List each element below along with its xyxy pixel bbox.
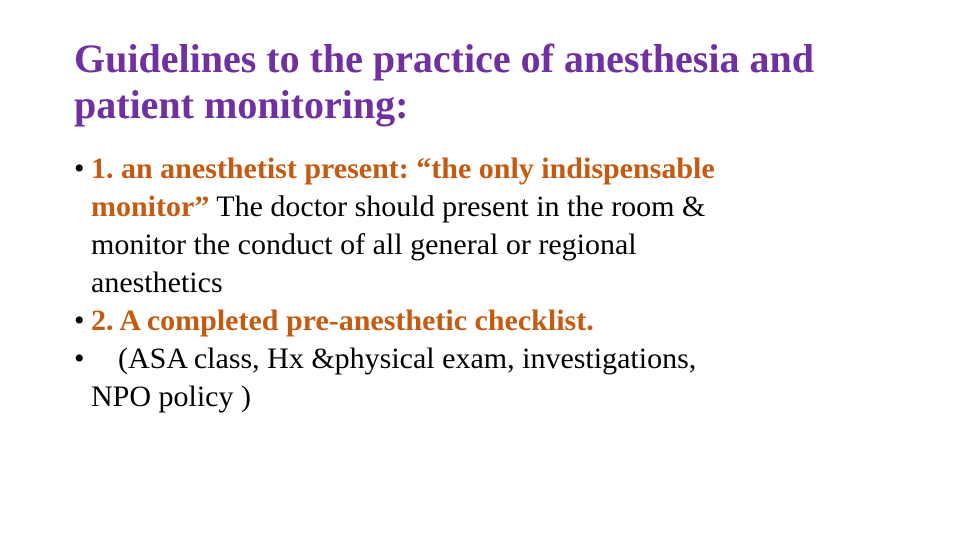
bullet-2-line-1: 2. A completed pre-anesthetic checklist. [91, 304, 594, 337]
bullet-3-line-1: (ASA class, Hx &physical exam, investigations, [118, 342, 697, 375]
bullet-1-emphasis: monitor” [91, 190, 210, 223]
bullet-1-line-1: 1. an anesthetist present: “the only indispensable [91, 152, 715, 185]
bullet-marker: • [74, 304, 85, 337]
bullet-1-line-2 [91, 188, 934, 226]
bullet-3-line-2: NPO policy ) [91, 380, 251, 413]
title-line-1: Guidelines to the practice of anesthesia and [74, 36, 814, 81]
title-line-2: patient monitoring: [74, 82, 409, 127]
bullet-1-line-3: monitor the conduct of all general or regional [91, 228, 637, 261]
bullet-marker: • [74, 152, 85, 185]
bullet-item-1 [74, 150, 934, 302]
bullet-item-3 [74, 340, 934, 416]
bullet-marker: • [74, 342, 85, 375]
slide-body [74, 150, 934, 416]
bullet-item-2 [74, 302, 934, 340]
bullet-1-line-4: anesthetics [91, 266, 223, 299]
bullet-1-line-2-text: The doctor should present in the room & [209, 190, 706, 223]
slide-title [74, 36, 934, 128]
